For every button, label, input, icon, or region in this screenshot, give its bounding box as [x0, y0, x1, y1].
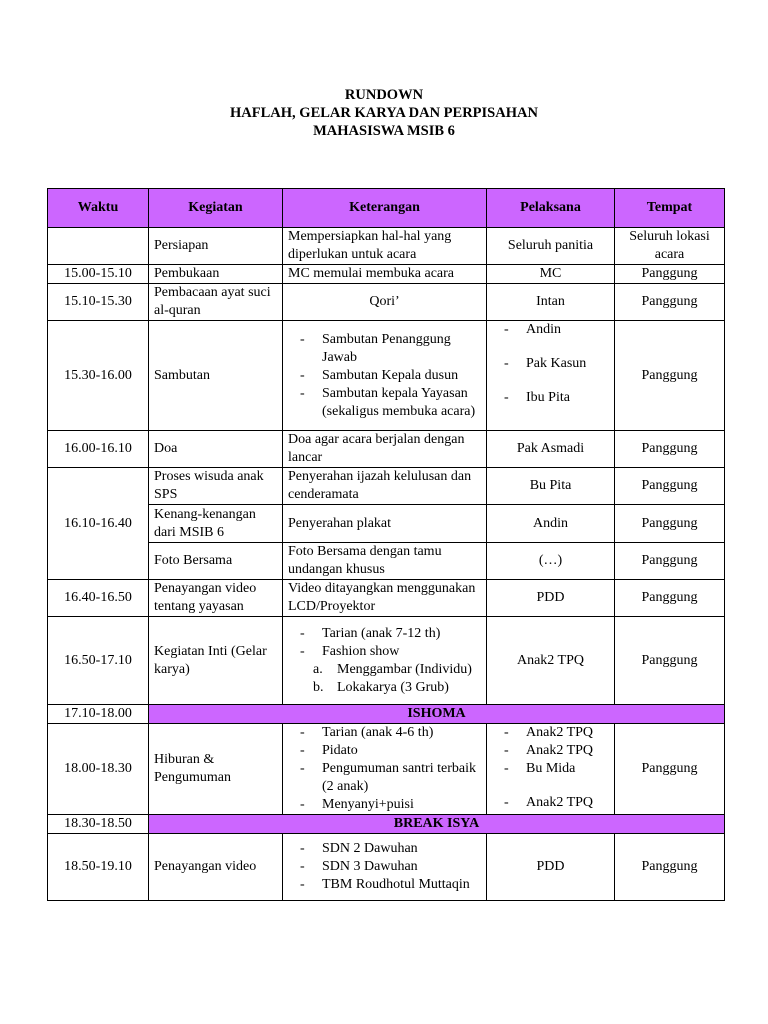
cell-tempat: Panggung	[615, 543, 725, 580]
cell-waktu: 18.50-19.10	[48, 834, 149, 901]
table-row	[48, 543, 725, 580]
table-row	[48, 321, 725, 431]
header-keterangan: Keterangan	[283, 189, 487, 228]
list-item: - SDN 2 Dawuhan	[300, 840, 481, 858]
list-item: - Sambutan Kepala dusun	[300, 367, 481, 385]
list-item: - Sambutan Penanggung Jawab	[300, 331, 481, 367]
cell-waktu: 16.50-17.10	[48, 617, 149, 705]
header-pelaksana: Pelaksana	[487, 189, 615, 228]
cell-waktu: 17.10-18.00	[48, 705, 149, 724]
cell-pelaksana: Bu Pita	[487, 468, 615, 505]
list-item: - SDN 3 Dawuhan	[300, 858, 481, 876]
cell-keterangan: Video ditayangkan menggunakan LCD/Proyektor	[283, 580, 487, 617]
list-item: - Tarian (anak 7-12 th)	[300, 625, 481, 643]
cell-pelaksana: Intan	[487, 284, 615, 321]
document-title: RUNDOWN	[344, 87, 424, 103]
list-item: - Anak2 TPQ	[504, 794, 609, 812]
list-item: - Pidato	[300, 742, 481, 760]
break-label: BREAK ISYA	[149, 815, 725, 834]
list-item: - Bu Mida	[504, 760, 609, 778]
list-item: - Sambutan kepala Yayasan (sekaligus membuka acara)	[300, 385, 481, 421]
cell-tempat: Panggung	[615, 834, 725, 901]
cell-pelaksana	[487, 321, 615, 431]
break-row	[48, 705, 725, 724]
cell-kegiatan: Proses wisuda anak SPS	[149, 468, 283, 505]
header-tempat: Tempat	[615, 189, 725, 228]
cell-waktu: 16.00-16.10	[48, 431, 149, 468]
cell-waktu: 15.30-16.00	[48, 321, 149, 431]
table-header-row	[48, 189, 725, 228]
cell-keterangan: Foto Bersama dengan tamu undangan khusus	[283, 543, 487, 580]
sub-list-text: Menggambar (Individu)	[337, 661, 472, 677]
cell-pelaksana: PDD	[487, 580, 615, 617]
cell-tempat: Panggung	[615, 617, 725, 705]
sub-list-text: Lokakarya (3 Grub)	[337, 679, 449, 695]
cell-keterangan: Penyerahan plakat	[283, 505, 487, 543]
table-row	[48, 468, 725, 505]
event-subtitle: MAHASISWA MSIB 6	[313, 123, 455, 139]
table-row	[48, 228, 725, 265]
list-item: - Menyanyi+puisi	[300, 796, 481, 814]
cell-keterangan: Penyerahan ijazah kelulusan dan cenderamata	[283, 468, 487, 505]
cell-keterangan	[283, 834, 487, 901]
cell-tempat: Panggung	[615, 468, 725, 505]
table-row	[48, 580, 725, 617]
cell-kegiatan: Pembacaan ayat suci al-quran	[149, 284, 283, 321]
cell-pelaksana: Anak2 TPQ	[487, 617, 615, 705]
cell-kegiatan: Kegiatan Inti (Gelar karya)	[149, 617, 283, 705]
table-row	[48, 724, 725, 815]
table-row	[48, 617, 725, 705]
cell-tempat: Panggung	[615, 321, 725, 431]
cell-kegiatan: Sambutan	[149, 321, 283, 431]
cell-tempat: Panggung	[615, 724, 725, 815]
list-item: - Andin	[504, 321, 609, 339]
table-row	[48, 834, 725, 901]
table-row	[48, 284, 725, 321]
cell-pelaksana: PDD	[487, 834, 615, 901]
cell-pelaksana: Seluruh panitia	[487, 228, 615, 265]
cell-kegiatan: Foto Bersama	[149, 543, 283, 580]
rundown-table	[47, 188, 725, 901]
table-row	[48, 431, 725, 468]
cell-kegiatan: Doa	[149, 431, 283, 468]
cell-keterangan	[283, 617, 487, 705]
sub-list-item	[313, 679, 481, 697]
cell-keterangan: Doa agar acara berjalan dengan lancar	[283, 431, 487, 468]
cell-keterangan	[283, 321, 487, 431]
break-row	[48, 815, 725, 834]
cell-pelaksana: Andin	[487, 505, 615, 543]
cell-tempat: Panggung	[615, 580, 725, 617]
cell-waktu: 18.00-18.30	[48, 724, 149, 815]
cell-kegiatan: Pembukaan	[149, 265, 283, 284]
cell-waktu: 16.40-16.50	[48, 580, 149, 617]
cell-kegiatan: Penayangan video tentang yayasan	[149, 580, 283, 617]
cell-kegiatan: Hiburan & Pengumuman	[149, 724, 283, 815]
cell-keterangan: Mempersiapkan hal-hal yang diperlukan untuk acara	[283, 228, 487, 265]
sub-list-marker: b.	[313, 679, 324, 695]
header-waktu: Waktu	[48, 189, 149, 228]
cell-tempat: Seluruh lokasi acara	[615, 228, 725, 265]
cell-waktu: 18.30-18.50	[48, 815, 149, 834]
cell-waktu: 15.10-15.30	[48, 284, 149, 321]
cell-tempat: Panggung	[615, 431, 725, 468]
list-item: - TBM Roudhotul Muttaqin	[300, 876, 481, 894]
cell-waktu	[48, 228, 149, 265]
list-item: - Pengumuman santri terbaik (2 anak)	[300, 760, 481, 796]
list-item: - Anak2 TPQ	[504, 724, 609, 742]
cell-kegiatan: Kenang-kenangan dari MSIB 6	[149, 505, 283, 543]
list-item: - Tarian (anak 4-6 th)	[300, 724, 481, 742]
list-item: - Anak2 TPQ	[504, 742, 609, 760]
cell-tempat: Panggung	[615, 284, 725, 321]
cell-pelaksana: (…)	[487, 543, 615, 580]
cell-pelaksana	[487, 724, 615, 815]
cell-waktu: 16.10-16.40	[48, 468, 149, 580]
break-label: ISHOMA	[149, 705, 725, 724]
cell-waktu: 15.00-15.10	[48, 265, 149, 284]
table-row	[48, 505, 725, 543]
list-item: - Pak Kasun	[504, 355, 609, 373]
cell-tempat: Panggung	[615, 265, 725, 284]
cell-pelaksana: MC	[487, 265, 615, 284]
cell-keterangan: Qori’	[283, 284, 487, 321]
cell-keterangan	[283, 724, 487, 815]
cell-pelaksana: Pak Asmadi	[487, 431, 615, 468]
cell-keterangan: MC memulai membuka acara	[283, 265, 487, 284]
header-kegiatan: Kegiatan	[149, 189, 283, 228]
cell-kegiatan: Penayangan video	[149, 834, 283, 901]
list-item: - Ibu Pita	[504, 389, 609, 407]
cell-kegiatan: Persiapan	[149, 228, 283, 265]
table-row	[48, 265, 725, 284]
sub-list-item	[313, 661, 481, 679]
event-title: HAFLAH, GELAR KARYA DAN PERPISAHAN	[230, 105, 538, 121]
list-item: - Fashion show	[300, 643, 481, 661]
cell-tempat: Panggung	[615, 505, 725, 543]
sub-list-marker: a.	[313, 661, 323, 677]
